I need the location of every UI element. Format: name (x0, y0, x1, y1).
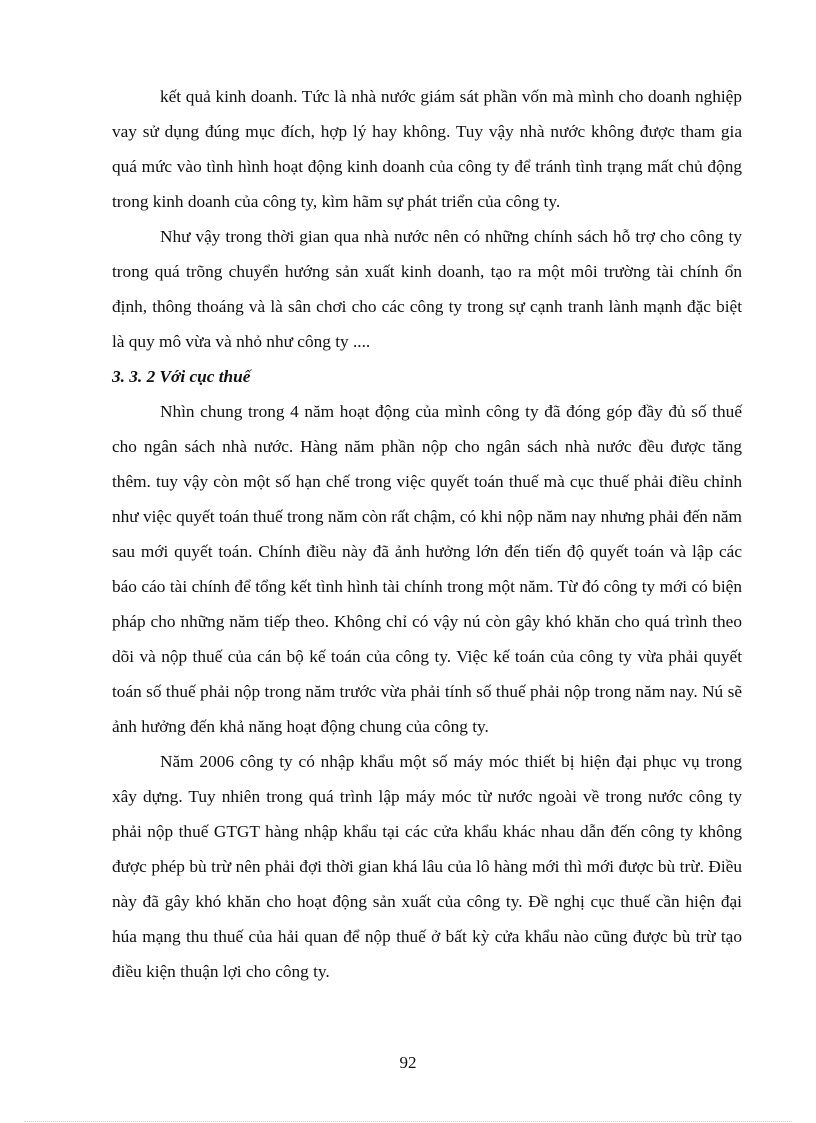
page-bottom-divider (24, 1121, 792, 1122)
page-number: 92 (399, 1053, 417, 1072)
section-heading: 3. 3. 2 Với cục thuế (112, 367, 251, 386)
paragraph-continuation: kết quả kinh doanh. Tức là nhà nước giám sát phần vốn mà mình cho doanh nghiệp vay sử dụng đúng mục đích, hợp lý hay không. Tuy vậy nhà nước không được tham gia quá mức vào tình hình hoạt động kinh doanh của công ty để tránh tình trạng mất chủ động trong kinh doanh của công ty, kìm hãm sự phát triển của công ty. (112, 87, 742, 211)
document-body (112, 79, 742, 989)
paragraph-state-support: Như vậy trong thời gian qua nhà nước nên có những chính sách hỗ trợ cho công ty trong quá trõng chuyển hướng sản xuất kinh doanh, tạo ra một môi trường tài chính ổn định, thông thoáng và là sân chơi cho các công ty trong sự cạnh tranh lành mạnh đặc biệt là quy mô vừa và nhỏ như công ty .... (112, 227, 742, 351)
paragraph-import-vat: Năm 2006 công ty có nhập khẩu một số máy móc thiết bị hiện đại phục vụ trong xây dựng. Tuy nhiên trong quá trình lập máy móc từ nước ngoài về trong nước công ty phải nộp thuế GTGT hàng nhập khẩu tại các cửa khẩu khác nhau dẫn đến công ty không được phép bù trừ nên phải đợi thời gian khá lâu của lô hàng mới thì mới được bù trừ. Điều này đã gây khó khăn cho hoạt động sản xuất của công ty. Đề nghị cục thuế cần hiện đại húa mạng thu thuế của hải quan để nộp thuế ở bất kỳ cửa khẩu nào cũng được bù trừ tạo điều kiện thuận lợi cho công ty. (112, 752, 742, 981)
paragraph-tax-settlement: Nhìn chung trong 4 năm hoạt động của mình công ty đã đóng góp đầy đủ số thuế cho ngân sách nhà nước. Hàng năm phần nộp cho ngân sách nhà nước đều được tăng thêm. tuy vậy còn một số hạn chế trong việc quyết toán thuế mà cục thuế phải điều chỉnh như việc quyết toán thuế trong năm còn rất chậm, có khi nộp năm nay nhưng phải đến năm sau mới quyết toán. Chính điều này đã ảnh hưởng lớn đến tiến độ quyết toán và lập các báo cáo tài chính để tổng kết tình hình tài chính trong một năm. Từ đó công ty mới có biện pháp cho những năm tiếp theo. Không chỉ có vậy nú còn gây khó khăn cho quá trình theo dõi và nộp thuế của cán bộ kế toán của công ty. Việc kế toán của công ty vừa phải quyết toán số thuế phải nộp trong năm trước vừa phải tính số thuế phải nộp trong năm nay. Nú sẽ ảnh hưởng đến khả năng hoạt động chung của công ty. (112, 402, 742, 736)
